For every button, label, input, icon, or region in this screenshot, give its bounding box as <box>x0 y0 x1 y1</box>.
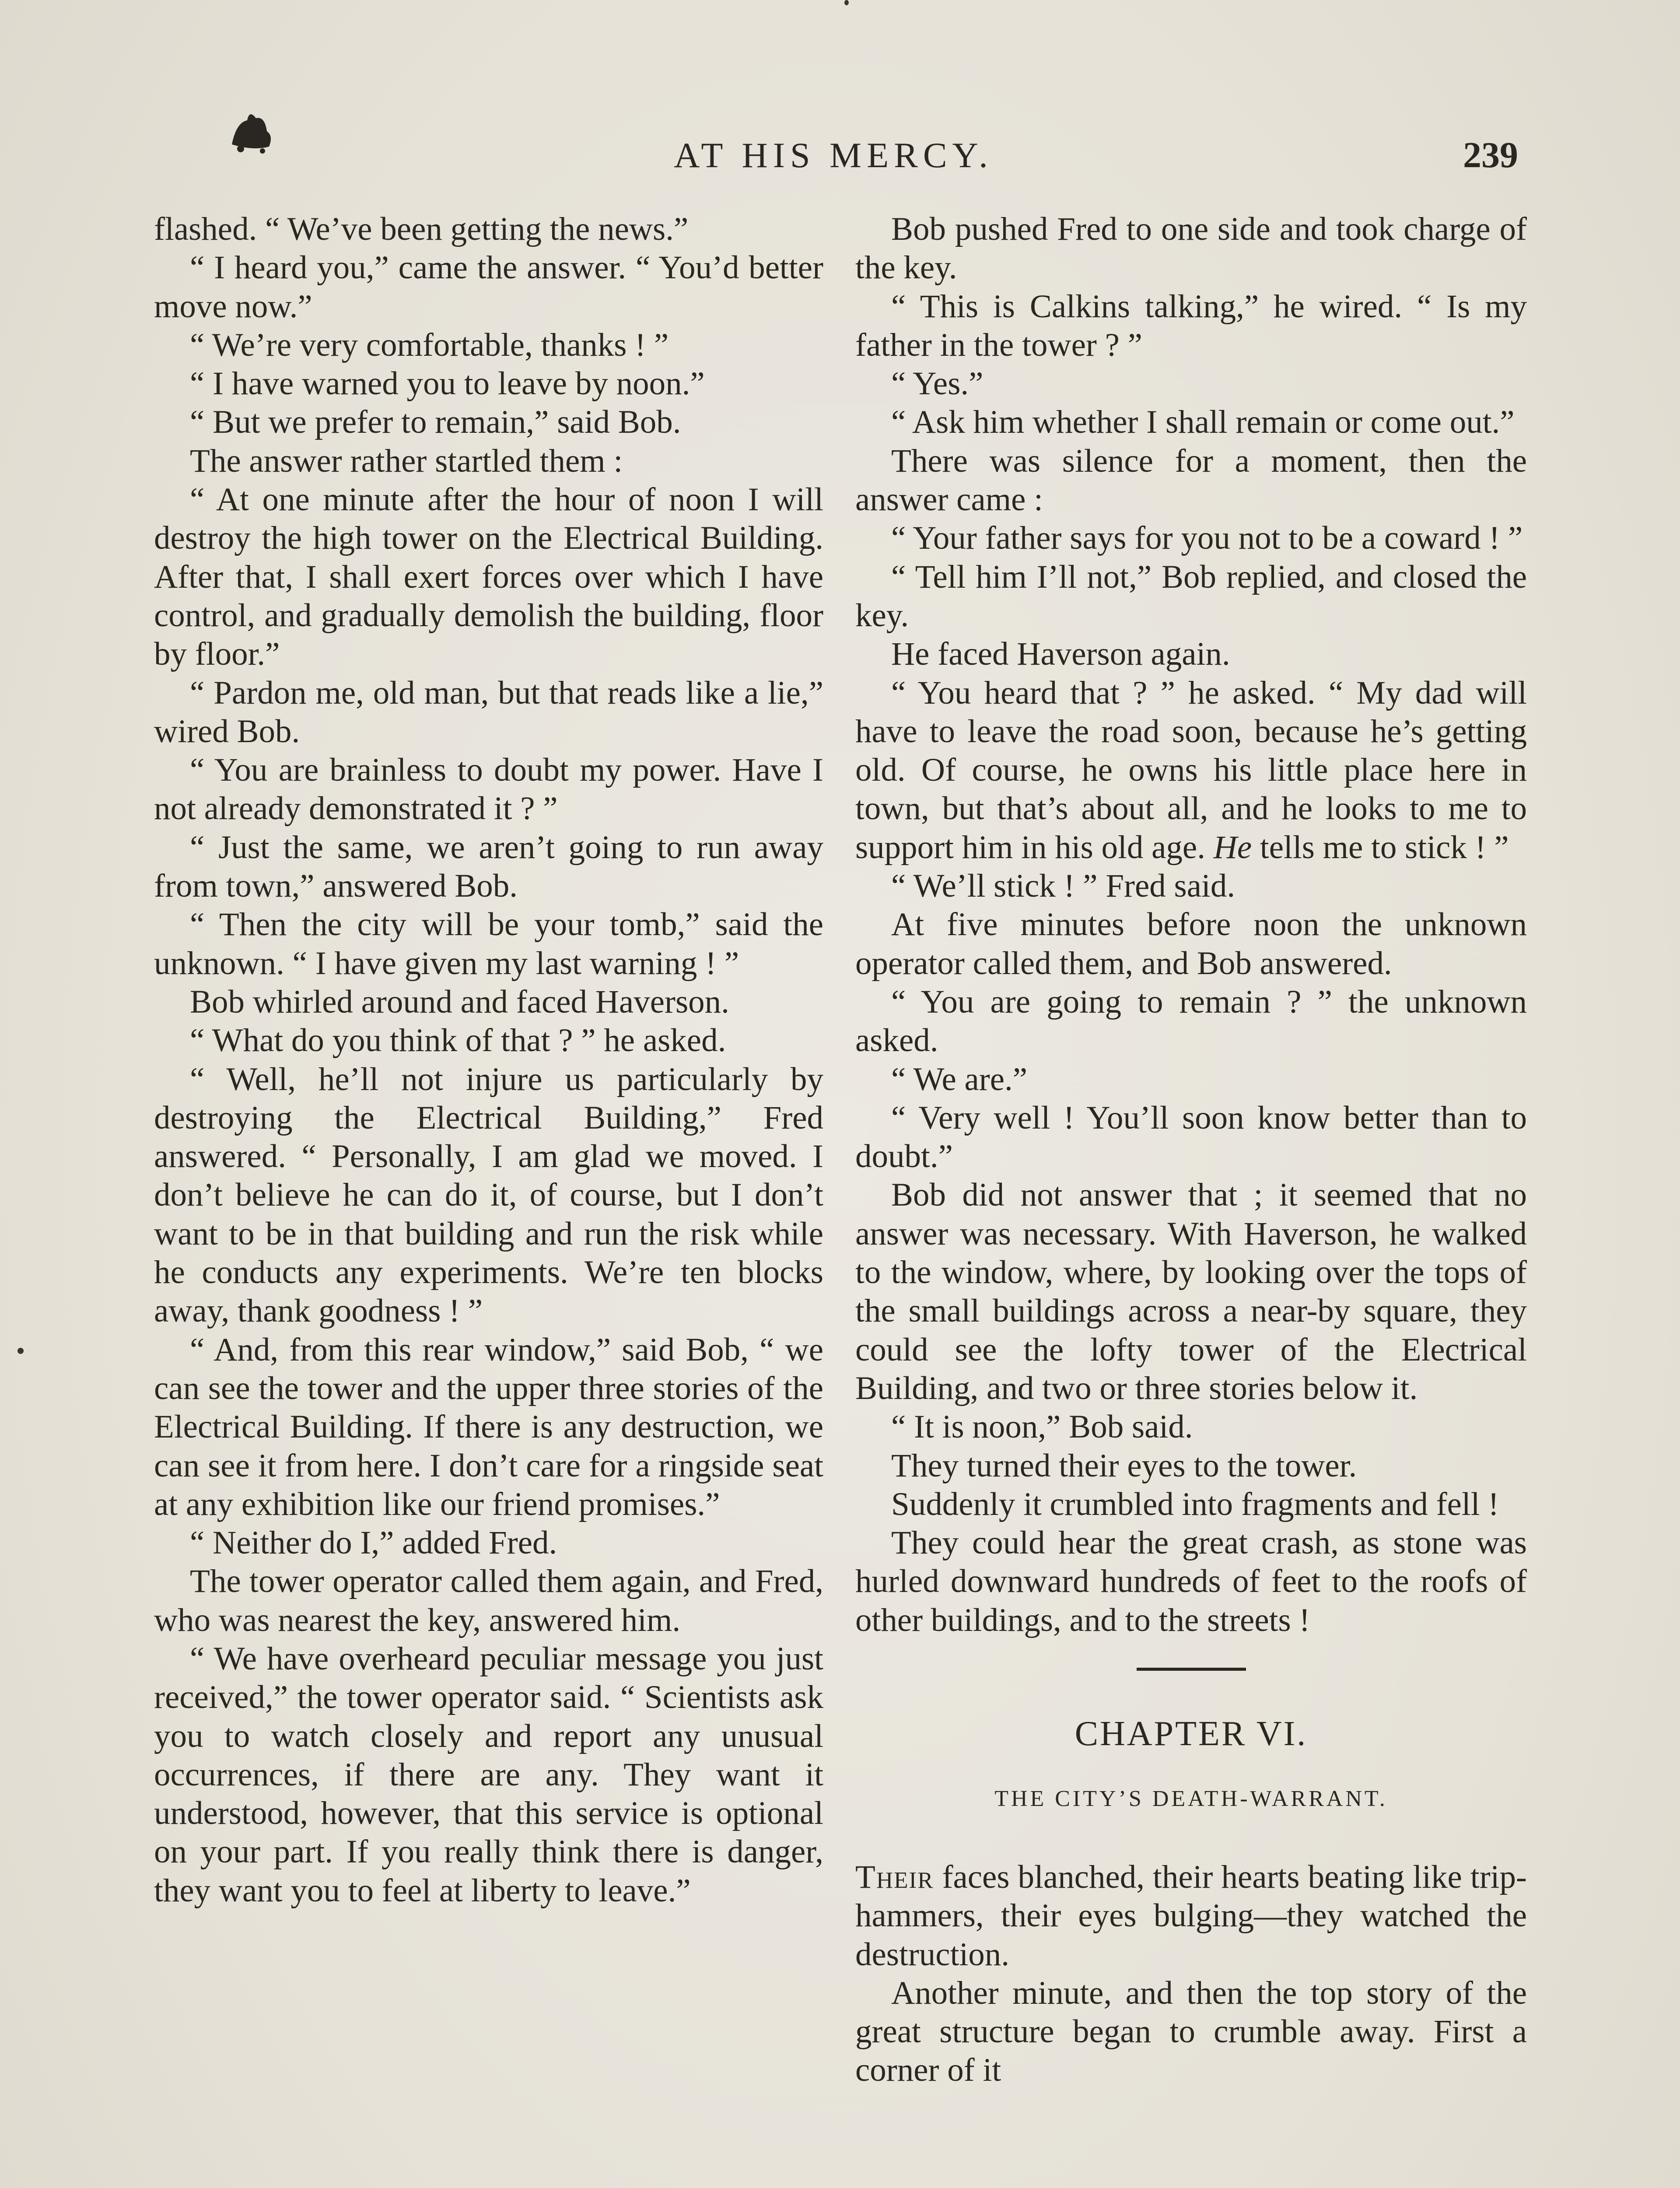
chapter-paragraph: Another minute, and then the top story of the great structure began to crumble away. First a corner of it <box>855 1974 1527 2089</box>
right-column <box>855 210 1527 2090</box>
section-divider <box>1137 1668 1246 1671</box>
left-column <box>154 210 823 1910</box>
paragraph: “ This is Calkins talking,” he wired. “ Is my father in the tower ? ” <box>855 288 1527 363</box>
paragraph: “ You heard that ? ” he asked. “ My dad will have to leave the road soon, because he’s getting old. Of course, he owns his little place here in town, but that’s about all, and he looks to me to support him in his old age. He tells me to stick ! ” <box>855 674 1527 866</box>
paragraph: “ Neither do I,” added Fred. <box>190 1525 557 1561</box>
paragraph: “ We have overheard peculiar message you just received,” the tower operator said. “ Scientists ask you to watch closely and report any unusual occurrences, if there are any. They want it understood, however, that this service is optional on your part. If you really think there is danger, they want you to feel at liberty to leave.” <box>154 1640 823 1909</box>
paragraph: Bob pushed Fred to one side and took charge of the key. <box>855 211 1527 286</box>
chapter-heading: CHAPTER VI. <box>1074 1714 1308 1753</box>
paragraph: There was silence for a moment, then the answer came : <box>855 442 1527 518</box>
paragraph: They could hear the great crash, as stone was hurled downward hundreds of feet to the roofs of other buildings, and to the streets ! <box>855 1525 1527 1638</box>
paragraph: They turned their eyes to the tower. <box>891 1447 1357 1484</box>
paragraph: “ We’re very comfortable, thanks ! ” <box>190 326 669 363</box>
paragraph: The answer rather startled them : <box>190 442 623 479</box>
paragraph: “ Pardon me, old man, but that reads like a lie,” wired Bob. <box>154 674 823 750</box>
paragraph: “ Yes.” <box>891 365 984 402</box>
chapter-paragraph: Their faces blanched, their hearts beating like trip-hammers, their eyes bulging—they watched the destruction. <box>855 1858 1527 1973</box>
print-speck <box>844 0 849 5</box>
paragraph: “ We are.” <box>891 1061 1028 1098</box>
paragraph: “ Then the city will be your tomb,” said the unknown. “ I have given my last warning ! ” <box>154 906 823 982</box>
paragraph: Bob did not answer that ; it seemed that no answer was necessary. With Haverson, he walked to the window, where, by looking over the tops of the small buildings across a near-by square, they could see the lofty tower of the Electrical Building, and two or three stories below it. <box>855 1177 1527 1406</box>
paragraph: Suddenly it crumbled into fragments and fell ! <box>891 1486 1499 1522</box>
page-number: 239 <box>1463 135 1518 175</box>
paragraph: Bob whirled around and faced Haverson. <box>190 983 729 1020</box>
chapter-subtitle: THE CITY’S DEATH-WARRANT. <box>994 1786 1388 1811</box>
paragraph: “ At one minute after the hour of noon I will destroy the high tower on the Electrical Building. After that, I shall exert forces over which I have control, and gradually demolish the building, floor by floor.” <box>154 481 823 673</box>
paragraph: “ But we prefer to remain,” said Bob. <box>190 404 681 441</box>
paragraph: “ Very well ! You’ll soon know better than to doubt.” <box>855 1099 1527 1175</box>
paragraph: “ It is noon,” Bob said. <box>891 1409 1193 1445</box>
paragraph: “ Tell him I’ll not,” Bob replied, and closed the key. <box>855 558 1527 634</box>
print-speck <box>18 1348 24 1354</box>
paragraph: “ You are brainless to doubt my power. Have I not already demonstrated it ? ” <box>154 752 823 827</box>
paragraph: At five minutes before noon the unknown operator called them, and Bob answered. <box>855 906 1527 982</box>
paragraph: “ And, from this rear window,” said Bob, “ we can see the tower and the upper three stories of the Electrical Building. If there is any destruction, we can see it from here. I don’t care for a ringside seat at any exhibition like our friend promises.” <box>154 1331 823 1522</box>
paragraph: “ Your father says for you not to be a coward ! ” <box>891 520 1523 557</box>
paragraph: “ I heard you,” came the answer. “ You’d better move now.” <box>154 249 823 325</box>
paragraph: flashed. “ We’ve been getting the news.” <box>154 211 689 247</box>
paragraph: “ What do you think of that ? ” he asked. <box>190 1022 726 1059</box>
running-header <box>149 127 1518 184</box>
paragraph: The tower operator called them again, and Fred, who was nearest the key, answered him. <box>154 1563 823 1638</box>
running-title: AT HIS MERCY. <box>674 135 993 175</box>
paragraph: He faced Haverson again. <box>891 636 1230 673</box>
paragraph: “ I have warned you to leave by noon.” <box>190 365 705 402</box>
paragraph: “ You are going to remain ? ” the unknown asked. <box>855 983 1527 1059</box>
paragraph: “ Well, he’ll not injure us particularly by destroying the Electrical Building,” Fred answered. “ Personally, I am glad we moved. I don’t believe he can do it, of course, but I don’t want to be in that building and run the risk while he conducts any experiments. We’re ten blocks away, thank goodness ! ” <box>154 1061 823 1329</box>
paragraph: “ Ask him whether I shall remain or come out.” <box>891 404 1515 441</box>
paragraph: “ Just the same, we aren’t going to run away from town,” answered Bob. <box>154 829 823 905</box>
paragraph: “ We’ll stick ! ” Fred said. <box>891 868 1236 905</box>
